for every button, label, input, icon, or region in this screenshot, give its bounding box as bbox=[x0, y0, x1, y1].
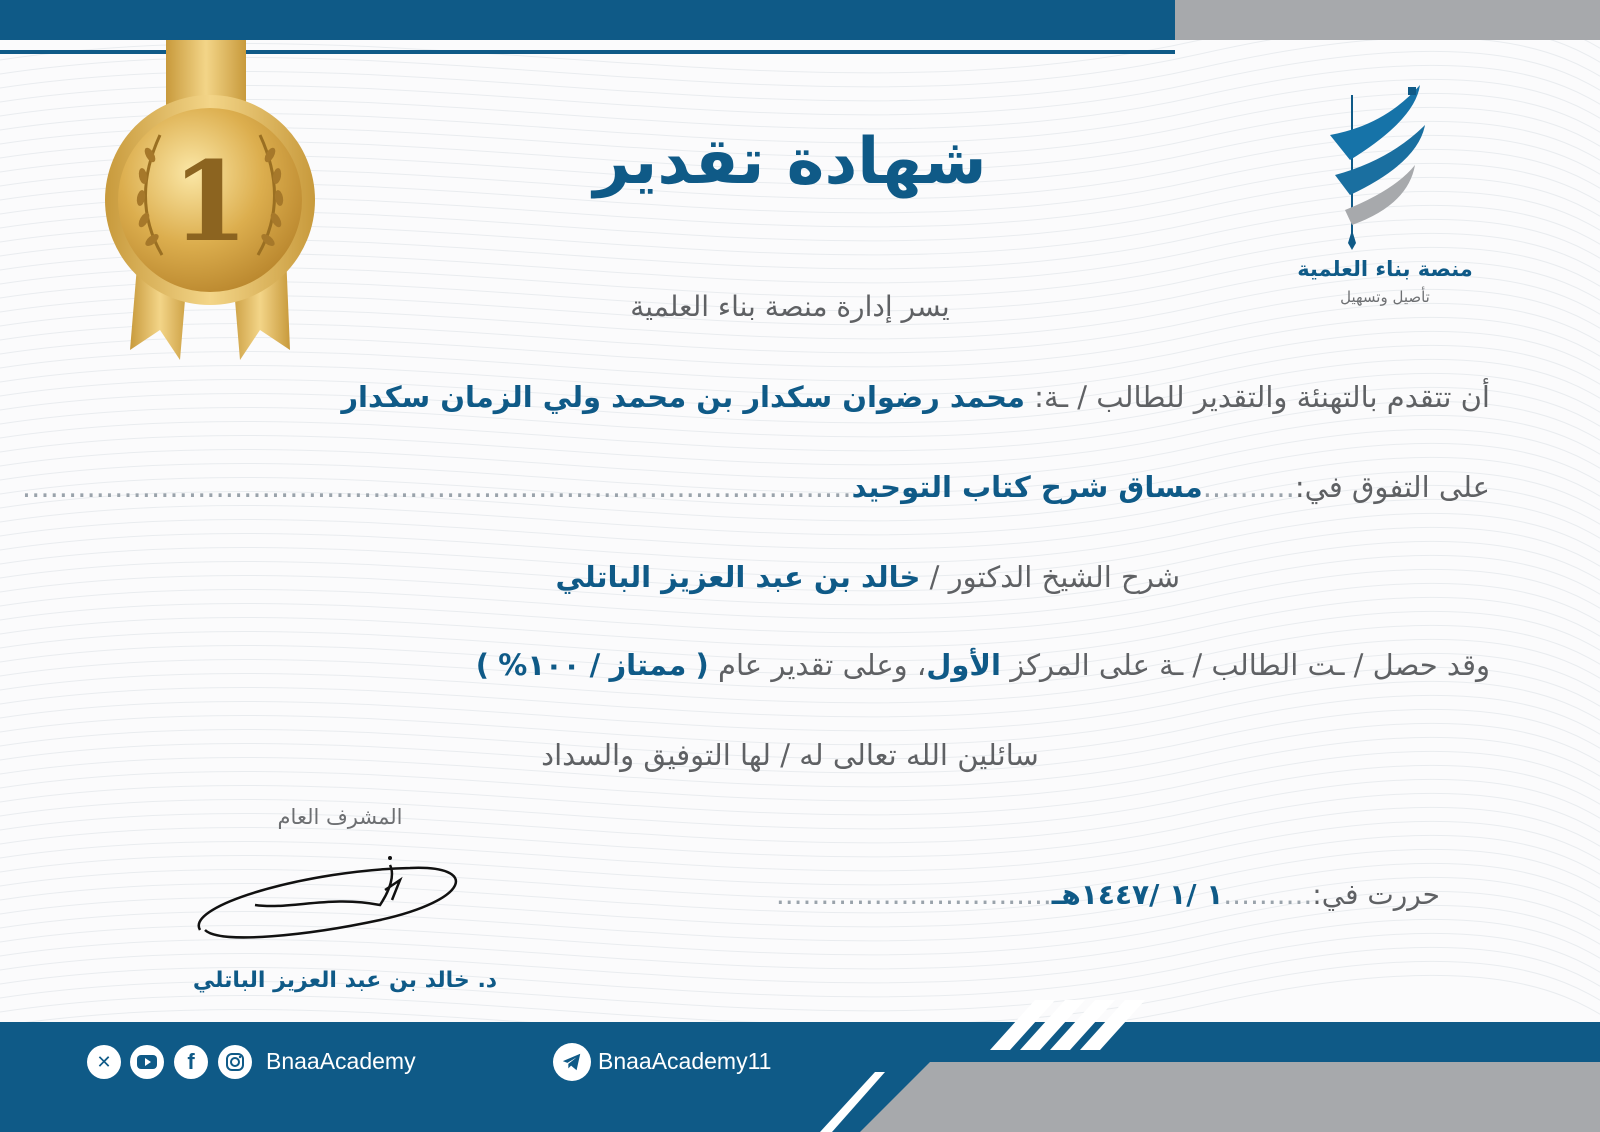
course-label: على التفوق في: bbox=[1294, 470, 1490, 504]
logo-tagline: تأصيل وتسهيل bbox=[1340, 288, 1430, 306]
grade-open: ( bbox=[695, 648, 709, 682]
pen-logo-icon bbox=[1290, 65, 1480, 255]
course-line bbox=[21, 470, 1490, 504]
medal-number: 1 bbox=[171, 137, 249, 266]
grade-percent: ١٠٠% bbox=[498, 648, 581, 682]
teacher-label: شرح الشيخ الدكتور / bbox=[929, 560, 1180, 594]
student-name: محمد رضوان سكدار بن محمد ولي الزمان سكدار bbox=[341, 380, 1025, 414]
grade-separator: / bbox=[589, 648, 601, 682]
signature-name: د. خالد بن عبد العزيز الباتلي bbox=[192, 968, 498, 993]
grade-close: ) bbox=[475, 648, 490, 682]
date-dots-after: ............................... bbox=[775, 878, 1052, 911]
rank-value: الأول bbox=[926, 648, 1001, 682]
course-dots-after: .......................................................................................... bbox=[21, 470, 852, 504]
top-blue-bar bbox=[0, 0, 1175, 40]
date-label: حررت في: bbox=[1312, 878, 1440, 911]
social-handle[interactable]: BnaaAcademy bbox=[266, 1048, 416, 1074]
date-dots-before: .......... bbox=[1223, 878, 1313, 911]
facebook-icon[interactable]: f bbox=[174, 1045, 208, 1079]
telegram-icon[interactable] bbox=[553, 1043, 591, 1081]
teacher-name: خالد بن عبد العزيز الباتلي bbox=[555, 560, 921, 594]
x-icon[interactable]: ✕ bbox=[87, 1045, 121, 1079]
page-title: شهادة تقدير bbox=[593, 125, 987, 199]
youtube-icon[interactable] bbox=[130, 1045, 164, 1079]
logo-name: منصة بناء العلمية bbox=[1297, 257, 1473, 281]
student-line bbox=[100, 380, 1490, 414]
telegram-handle[interactable]: BnaaAcademy11 bbox=[598, 1048, 772, 1074]
course-name: مساق شرح كتاب التوحيد bbox=[851, 470, 1203, 504]
grade-value: ممتاز bbox=[609, 648, 687, 682]
instagram-icon[interactable] bbox=[218, 1045, 252, 1079]
date-line bbox=[775, 878, 1440, 911]
date-value: ١ /١ /١٤٤٧هـ bbox=[1051, 878, 1224, 911]
signature-title: المشرف العام bbox=[277, 805, 403, 829]
teacher-line bbox=[280, 560, 1180, 594]
grade-label: ، وعلى تقدير عام bbox=[718, 648, 927, 682]
rank-line bbox=[240, 648, 1490, 682]
intro-line: يسر إدارة منصة بناء العلمية bbox=[630, 290, 950, 323]
course-dots-before: .......... bbox=[1202, 470, 1295, 504]
gold-medal-icon bbox=[100, 40, 330, 370]
top-gray-bar bbox=[1175, 0, 1600, 40]
logo bbox=[1290, 65, 1480, 320]
student-label: أن تتقدم بالتهنئة والتقدير للطالب / ـة: bbox=[1034, 380, 1490, 414]
rank-label: وقد حصل / ـت الطالب / ـة على المركز bbox=[1010, 648, 1490, 682]
handwritten-signature bbox=[180, 850, 480, 960]
closing-line: سائلين الله تعالى له / لها التوفيق والسداد bbox=[541, 738, 1039, 772]
